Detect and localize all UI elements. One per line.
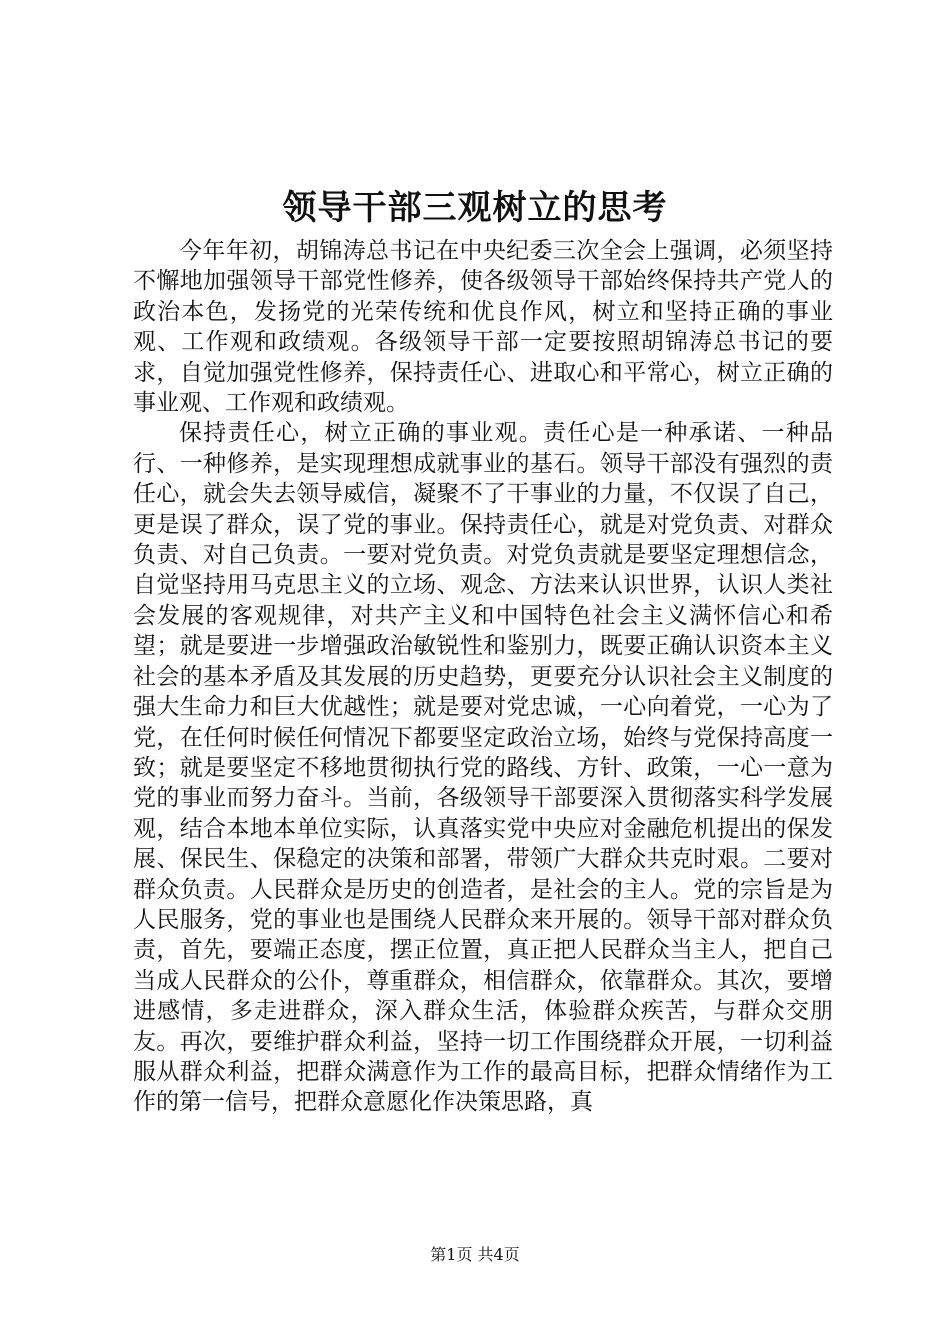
paragraph-responsibility: 保持责任心，树立正确的事业观。责任心是一种承诺、一种品行、一种修养，是实现理想成就事业的基石。领导干部没有强烈的责任心，就会失去领导威信，凝聚不了干事业的力量，不仅误了自己，更是误了群众，误了党的事业。保持责任心，就是对党负责、对群众负责、对自己负责。一要对党负责。对党负责就是要坚定理想信念，自觉坚持用马克思主义的立场、观念、方法来认识世界，认识人类社会发展的客观规律，对共产主义和中国特色社会主义满怀信心和希望；就是要进一步增强政治敏锐性和鉴别力，既要正确认识资本主义社会的基本矛盾及其发展的历史趋势，更要充分认识社会主义制度的强大生命力和巨大优越性；就是要对党忠诚，一心向着党，一心为了党，在任何时候任何情况下都要坚定政治立场，始终与党保持高度一致；就是要坚定不移地贯彻执行党的路线、方针、政策，一心一意为党的事业而努力奋斗。当前，各级领导干部要深入贯彻落实科学发展观，结合本地本单位实际，认真落实党中央应对金融危机提出的保发展、保民生、保稳定的决策和部署，带领广大群众共克时艰。二要对群众负责。人民群众是历史的创造者，是社会的主人。党的宗旨是为人民服务，党的事业也是围绕人民群众来开展的。领导干部对群众负责，首先，要端正态度，摆正位置，真正把人民群众当主人，把自己当成人民群众的公仆，尊重群众，相信群众，依靠群众。其次，要增进感情，多走进群众，深入群众生活，体验群众疾苦，与群众交朋友。再次，要维护群众利益，坚持一切工作围绕群众开展，一切利益服从群众利益，把群众满意作为工作的最高目标，把群众情绪作为工作的第一信号，把群众意愿化作决策思路，真 [133,420,833,1116]
document-body [133,236,833,1118]
paragraph-intro: 今年年初，胡锦涛总书记在中央纪委三次全会上强调，必须坚持不懈地加强领导干部党性修养，使各级领导干部始终保持共产党人的政治本色，发扬党的光荣传统和优良作风，树立和坚持正确的事业观、工作观和政绩观。各级领导干部一定要按照胡锦涛总书记的要求，自觉加强党性修养，保持责任心、进取心和平常心，树立正确的事业观、工作观和政绩观。 [133,238,833,417]
document-title: 领导干部三观树立的思考 [282,188,668,228]
page-footer: 第1页 共4页 [430,1245,520,1264]
